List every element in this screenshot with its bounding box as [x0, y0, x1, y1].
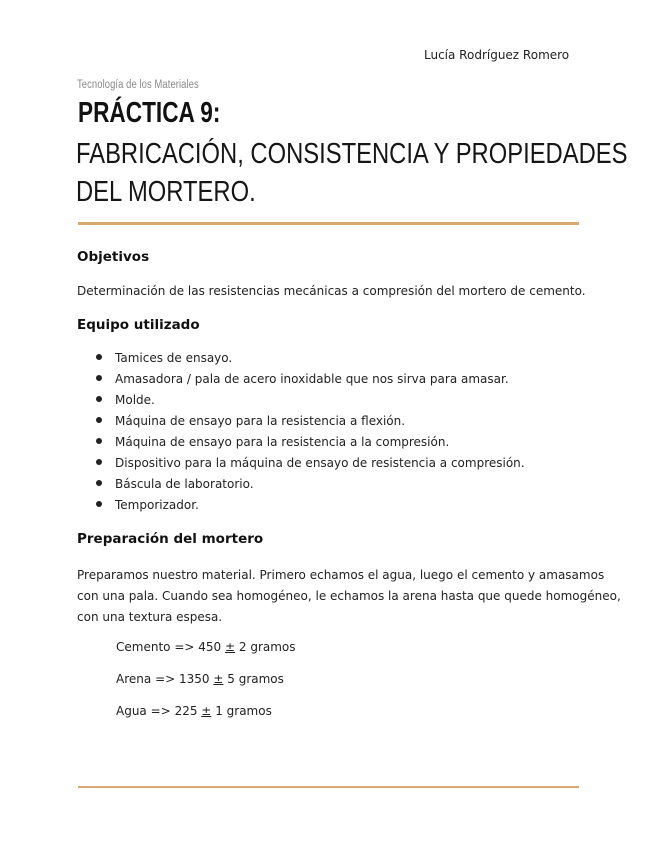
- bullet-icon: [96, 396, 102, 402]
- list-item-text: Báscula de laboratorio.: [115, 477, 254, 491]
- bullet-icon: [96, 501, 102, 507]
- footer-divider: [78, 786, 579, 788]
- list-item: [96, 434, 525, 455]
- list-item-text: Tamices de ensayo.: [115, 351, 233, 365]
- quantity-material: Agua: [116, 704, 147, 718]
- list-item: [96, 497, 525, 518]
- author-name: Lucía Rodríguez Romero: [424, 48, 570, 62]
- quantity-arrow: =>: [174, 640, 195, 654]
- quantity-value: 225: [174, 704, 198, 718]
- list-item-text: Temporizador.: [115, 498, 199, 512]
- quantity-material: Arena: [116, 672, 152, 686]
- quantity-arrow: =>: [150, 704, 171, 718]
- page-title: PRÁCTICA 9:: [78, 97, 221, 129]
- list-item: [96, 350, 525, 371]
- plus-minus-symbol: ±: [213, 672, 224, 686]
- quantity-tolerance: 5 gramos: [227, 672, 284, 686]
- list-item-text: Máquina de ensayo para la resistencia a la compresión.: [115, 435, 450, 449]
- subtitle-line-2: DEL MORTERO.: [76, 176, 256, 208]
- bullet-icon: [96, 459, 102, 465]
- list-item: [96, 476, 525, 497]
- paragraph-line: con una pala. Cuando sea homogéneo, le echamos la arena hasta que quede homogéneo,: [77, 589, 621, 603]
- list-item: [96, 455, 525, 476]
- quantity-tolerance: 1 gramos: [215, 704, 272, 718]
- bullet-icon: [96, 417, 102, 423]
- course-subject: Tecnología de los Materiales: [77, 79, 199, 91]
- quantity-value: 1350: [179, 672, 210, 686]
- quantity-cemento: [116, 640, 296, 654]
- plus-minus-symbol: ±: [225, 640, 236, 654]
- list-item-text: Molde.: [115, 393, 155, 407]
- plus-minus-symbol: ±: [201, 704, 212, 718]
- preparacion-heading: Preparación del mortero: [77, 531, 264, 547]
- page-subtitle: [76, 135, 627, 211]
- quantity-tolerance: 2 gramos: [238, 640, 296, 654]
- paragraph-line: con una textura espesa.: [77, 610, 223, 624]
- list-item-text: Amasadora / pala de acero inoxidable que nos sirva para amasar.: [115, 372, 509, 386]
- list-item-text: Máquina de ensayo para la resistencia a flexión.: [115, 414, 406, 428]
- bullet-icon: [96, 438, 102, 444]
- list-item: [96, 371, 525, 392]
- objetivos-heading: Objetivos: [77, 249, 150, 265]
- bullet-icon: [96, 354, 102, 360]
- quantity-value: 450: [198, 640, 222, 654]
- quantity-agua: [116, 704, 272, 718]
- preparacion-paragraph: [77, 565, 621, 628]
- subtitle-line-1: FABRICACIÓN, CONSISTENCIA Y PROPIEDADES: [76, 138, 628, 170]
- bullet-icon: [96, 480, 102, 486]
- objetivos-text: Determinación de las resistencias mecánicas a compresión del mortero de cemento.: [77, 284, 586, 298]
- list-item: [96, 413, 525, 434]
- quantity-arena: [116, 672, 284, 686]
- bullet-icon: [96, 375, 102, 381]
- quantity-material: Cemento: [116, 640, 171, 654]
- equipment-list: [96, 350, 525, 518]
- paragraph-line: Preparamos nuestro material. Primero echamos el agua, luego el cemento y amasamos: [77, 568, 605, 582]
- list-item-text: Dispositivo para la máquina de ensayo de resistencia a compresión.: [115, 456, 525, 470]
- quantity-arrow: =>: [155, 672, 176, 686]
- list-item: [96, 392, 525, 413]
- equipo-heading: Equipo utilizado: [77, 317, 200, 333]
- title-divider: [78, 222, 579, 225]
